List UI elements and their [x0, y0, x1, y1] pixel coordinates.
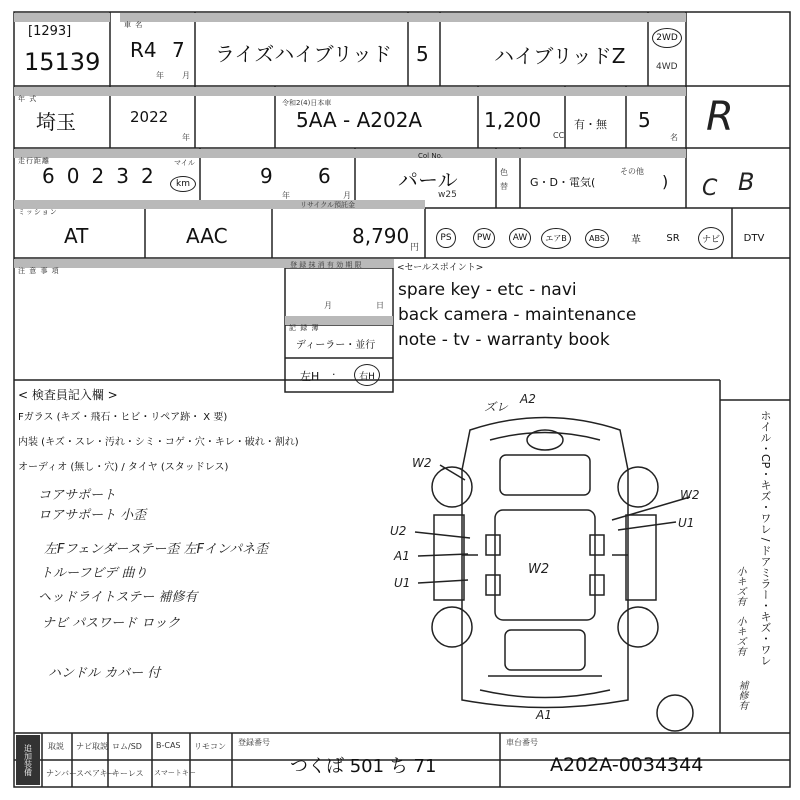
door-count: 5 [416, 42, 429, 66]
inspector-note: ロアサポート 小歪 [38, 508, 147, 523]
band-label: 走行距離 [18, 157, 50, 165]
footer-item: キーレス [112, 769, 144, 778]
band-label: 年 式 [18, 95, 38, 103]
year-unit-2: 年 [182, 133, 190, 142]
equip-label: 革 [631, 234, 641, 246]
left-hand-drive: 左H [300, 370, 320, 383]
inspection-month-unit: 月 [343, 191, 351, 200]
equip-label: SR [666, 232, 680, 244]
fuel-close: ) [662, 172, 669, 191]
region: 埼玉 [36, 110, 76, 134]
fuel-options: G・D・電気( [530, 176, 596, 189]
inspection-year-unit: 年 [282, 191, 290, 200]
inspector-note: トルーフビデ 曲り [40, 566, 148, 581]
has-label: 有・無 [574, 118, 607, 131]
sales-point-line: back camera - maintenance [398, 305, 637, 325]
lot-number: 15139 [24, 48, 101, 76]
cc-unit: CC [553, 131, 565, 140]
seat-count: 5 [638, 108, 651, 132]
transmission: AT [64, 224, 89, 248]
inspection-year: 9 [260, 164, 273, 188]
band-label: 注 意 事 項 [18, 267, 60, 275]
plate-label: 登録番号 [238, 738, 270, 747]
month-unit: 月 [182, 71, 190, 80]
reg-day-label: 日 [376, 301, 384, 310]
damage-mark: U2 [390, 524, 407, 538]
damage-mark: U1 [394, 576, 411, 590]
model-year: 2022 [130, 108, 169, 126]
sales-points-title: <セールスポイント> [397, 263, 484, 273]
recycle-fee: 8,790 [352, 224, 410, 248]
lot-prefix: [1293] [28, 24, 72, 39]
damage-mark: A2 [520, 392, 536, 406]
aircon: AAC [186, 224, 228, 248]
chassis-label: 車台番号 [506, 738, 538, 747]
interior-score: C [702, 176, 718, 201]
footer-item: スマートキー [154, 769, 196, 777]
damage-mark: ズレ [484, 400, 509, 414]
yen-unit: 円 [410, 243, 420, 253]
equip-label: PS [436, 228, 455, 248]
dealer-label: ディーラー・並行 [296, 340, 376, 351]
damage-mark: A1 [536, 708, 552, 722]
reg-month-label: 月 [324, 301, 332, 310]
mileage-digit: 3 [116, 164, 141, 188]
dot-separator: · [332, 368, 336, 381]
license-plate: つくば 501 ち 71 [290, 756, 437, 777]
inspector-title: < 検査員記入欄 > [18, 388, 118, 402]
extra-equipment-label: 追加装備 [23, 744, 33, 776]
model-name: ライズハイブリッド [215, 42, 392, 66]
footer-item: リモコン [194, 742, 226, 751]
equip-label: ナビ [698, 227, 724, 250]
inspector-note: ヘッドライトステー 補修有 [38, 590, 198, 605]
damage-mark: U1 [678, 516, 695, 530]
body-color: パール [398, 168, 458, 192]
color-no-label: Col No. [418, 152, 443, 160]
sidebar-note: 小キズ有 [734, 616, 745, 656]
sidebar-note: 補修有 [736, 680, 747, 710]
mileage-digit: 2 [91, 164, 117, 188]
era-year: R4 [130, 38, 157, 62]
model-code: 5AA - A202A [296, 108, 423, 132]
footer-item: ナビ取説 [76, 742, 108, 751]
footer-item: 取説 [48, 742, 64, 751]
audio-tire-line: オーディオ (無し・穴) / タイヤ (スタッドレス) [18, 462, 229, 473]
equip-label: エアB [541, 228, 571, 249]
footer-item: ロム/SD [112, 742, 142, 751]
mileage-digit: 6 [42, 164, 67, 188]
inspector-note: ハンドル カバー 付 [48, 666, 161, 681]
km-unit: km [176, 179, 190, 189]
mileage-digit: 2 [140, 164, 166, 188]
inspector-note: コアサポート [38, 488, 117, 503]
recycle-label: リサイクル預託金 [300, 201, 356, 209]
inspection-month: 6 [318, 164, 331, 188]
chassis-number: A202A-0034344 [550, 754, 704, 776]
year-unit: 年 [156, 71, 164, 80]
other-label: その他 [620, 167, 644, 176]
inspector-note: 左Fフェンダーステー歪 左Fインパネ歪 [44, 542, 269, 557]
reg-month: 7 [172, 38, 185, 62]
color-change-label: 色 替 [500, 168, 508, 191]
wheel-mirror-label: ホイル・CP・キズ・ワレ / ドアミラー・キズ・ワレ [759, 410, 772, 667]
color-code: w25 [438, 190, 457, 200]
equip-label: AW [509, 228, 532, 248]
footer-item: ナンバー [46, 769, 78, 778]
drive-4wd: 4WD [656, 62, 678, 72]
footer-item: スペアキー [76, 769, 116, 778]
sales-point-line: note - tv - warranty book [398, 330, 610, 350]
damage-mark: A1 [394, 549, 410, 563]
reg-expiry-label: 登 録 抹 消 有 効 期 限 [290, 261, 362, 269]
equip-label: DTV [743, 232, 765, 244]
damage-mark: W2 [528, 562, 550, 577]
sales-point-line: spare key - etc - navi [398, 280, 577, 300]
mile-label: マイル [174, 159, 195, 167]
mileage-digit: 0 [66, 164, 92, 188]
extra-equipment-stamp [16, 735, 40, 785]
seat-unit: 名 [670, 133, 678, 142]
windshield-line: Fガラス (キズ・飛石・ヒビ・リペア跡・ X 要) [18, 412, 228, 423]
band-label: 車 名 [124, 21, 144, 29]
handwritten-grade: R [706, 94, 734, 140]
displacement: 1,200 [484, 108, 542, 132]
sidebar-note: 小キズ有 [734, 566, 745, 606]
exterior-score: B [738, 168, 755, 196]
damage-mark: W2 [680, 488, 700, 502]
drive-2wd: 2WD [656, 33, 678, 43]
right-hand-drive: 右H [359, 371, 375, 382]
grade-name: ハイブリッドZ [494, 44, 626, 68]
footer-item: B-CAS [156, 741, 181, 750]
equip-label: ABS [585, 229, 609, 248]
damage-mark: W2 [412, 456, 432, 470]
inspector-note: ナビ パスワード ロック [42, 616, 181, 631]
band-label: ミッション [18, 208, 58, 216]
record-book-label: 記 録 簿 [289, 324, 320, 332]
equip-label: PW [473, 228, 495, 248]
interior-line: 内装 (キズ・スレ・汚れ・シミ・コゲ・穴・キレ・破れ・割れ) [18, 437, 299, 448]
first-reg-label: 令和2(4)日本車 [282, 99, 332, 107]
